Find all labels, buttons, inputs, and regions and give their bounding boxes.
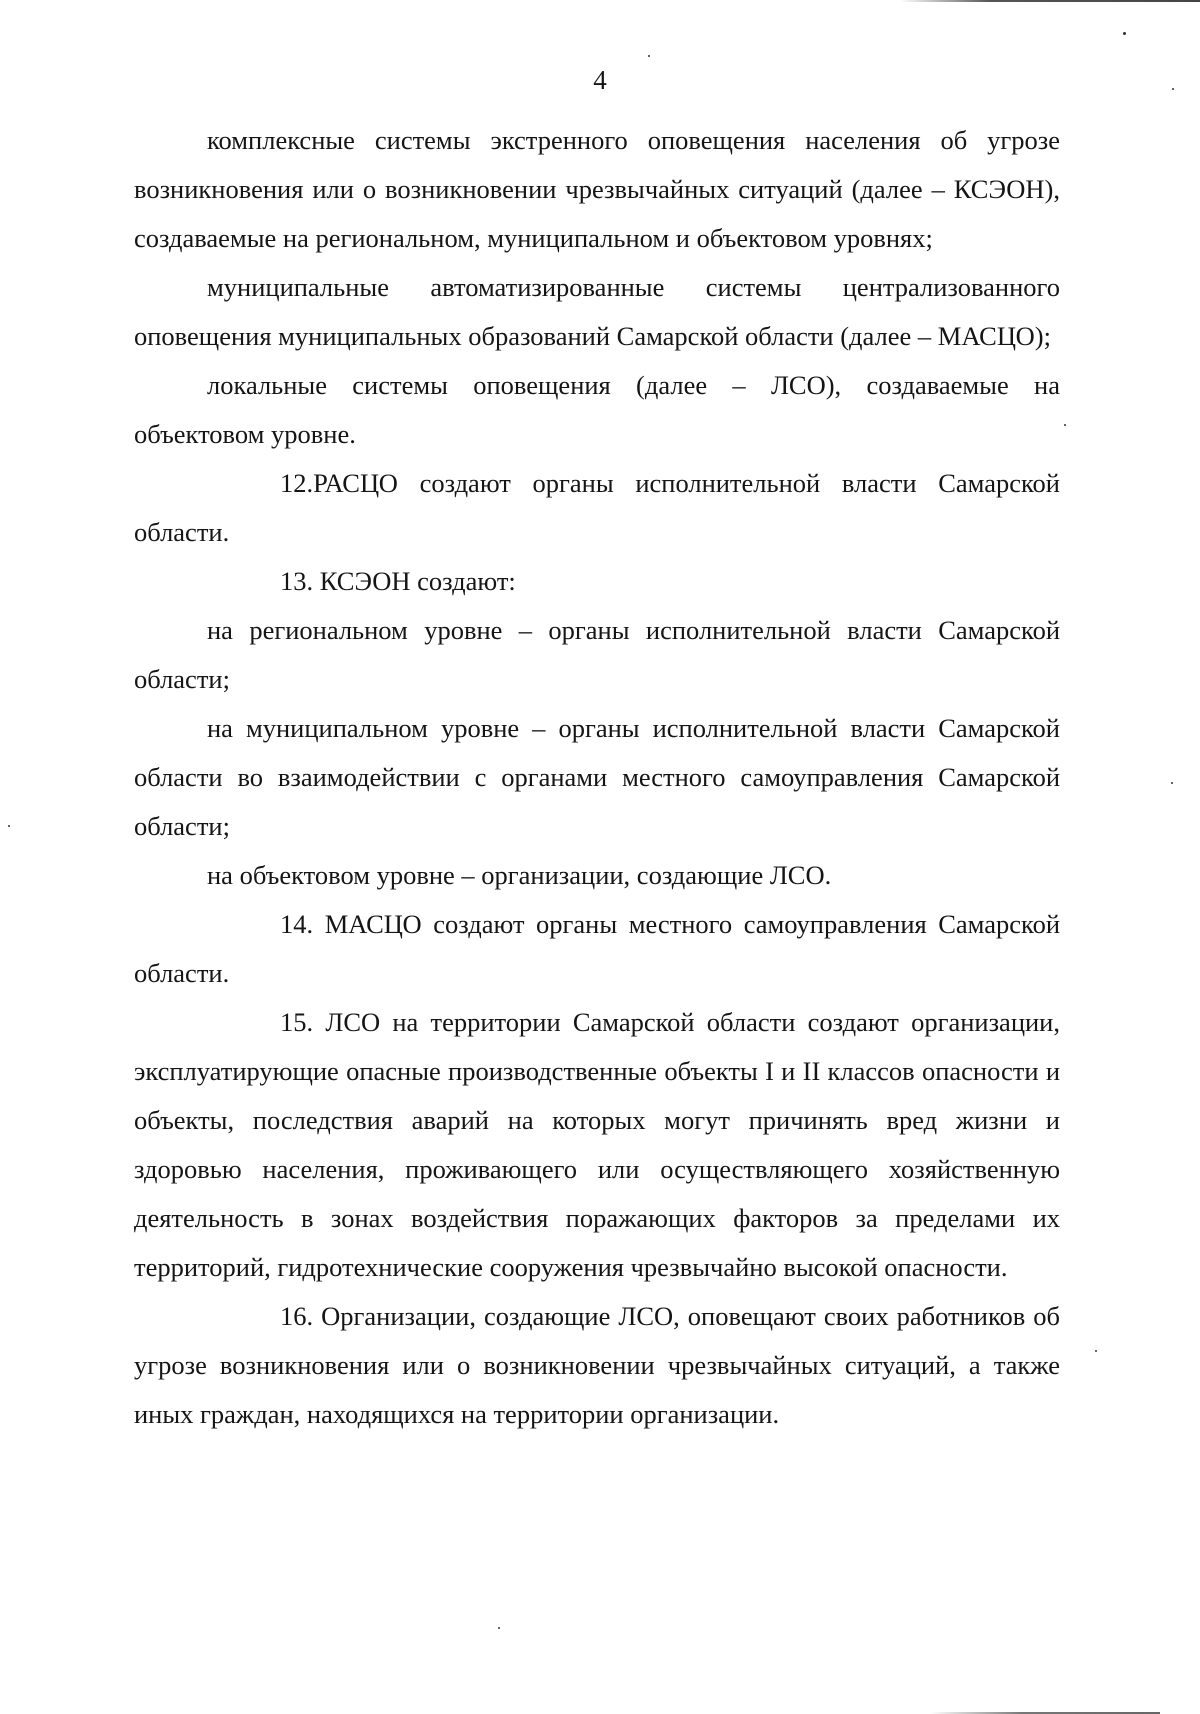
paragraph-text: Организации, создающие ЛСО, оповещают своих работников об угрозе возникновения или о возникновении чрезвычайных ситуаций, а также иных граждан, находящихся на территории организации. [134, 1301, 1060, 1429]
scan-speck [1171, 782, 1173, 784]
paragraph-15 [134, 998, 1060, 1292]
paragraph-number: 14. [280, 909, 314, 939]
paragraph-text: локальные системы оповещения (далее – ЛСО), создаваемые на объектовом уровне. [134, 370, 1060, 449]
scan-edge-line-top [900, 0, 1200, 2]
scan-speck [1172, 88, 1174, 90]
scan-speck [1095, 1350, 1097, 1352]
paragraph-lso-definition [134, 361, 1060, 459]
paragraph-text: ЛСО на территории Самарской области создают организации, эксплуатирующие опасные производственные объекты I и II классов опасности и объекты, последствия аварий на которых могут причинять вред жизни и здоровью населения, проживающего или осуществляющего хозяйственную деятельность в зонах воздействия поражающих факторов за пределами их территорий, гидротехнические сооружения чрезвычайно высокой опасности. [134, 1007, 1060, 1282]
paragraph-text: РАСЦО создают органы исполнительной власти Самарской области. [134, 468, 1060, 547]
paragraph-text: на муниципальном уровне – органы исполнительной власти Самарской области во взаимодействии с органами местного самоуправления Самарской области; [134, 713, 1060, 841]
paragraph-text: комплексные системы экстренного оповещения населения об угрозе возникновения или о возникновении чрезвычайных ситуаций (далее – КСЭОН), создаваемые на региональном, муниципальном и объектовом уровнях; [134, 125, 1060, 253]
document-body [134, 116, 1060, 1439]
scan-speck [648, 55, 650, 57]
paragraph-number: 15. [280, 1007, 314, 1037]
scan-speck [498, 1627, 500, 1629]
paragraph-13-regional [134, 606, 1060, 704]
page-number: 4 [593, 65, 607, 95]
scan-speck [1123, 32, 1126, 35]
paragraph-14 [134, 900, 1060, 998]
paragraph-kseon-definition [134, 116, 1060, 263]
paragraph-number: 13. [280, 566, 314, 596]
paragraph-text: на объектовом уровне – организации, создающие ЛСО. [207, 860, 832, 890]
paragraph-text: муниципальные автоматизированные системы централизованного оповещения муниципальных образований Самарской области (далее – МАСЦО); [134, 272, 1060, 351]
paragraph-masco-definition [134, 263, 1060, 361]
paragraph-text: КСЭОН создают: [319, 566, 516, 596]
paragraph-text: МАСЦО создают органы местного самоуправления Самарской области. [134, 909, 1061, 988]
paragraph-12 [134, 459, 1060, 557]
paragraph-number: 16. [280, 1301, 314, 1331]
paragraph-13-object [134, 851, 1060, 900]
paragraph-number: 12. [280, 468, 314, 498]
paragraph-13 [134, 557, 1060, 606]
scan-speck [8, 825, 10, 827]
scan-speck [1064, 424, 1066, 426]
paragraph-text: на региональном уровне – органы исполнительной власти Самарской области; [134, 615, 1060, 694]
paragraph-16 [134, 1292, 1060, 1439]
paragraph-13-municipal [134, 704, 1060, 851]
